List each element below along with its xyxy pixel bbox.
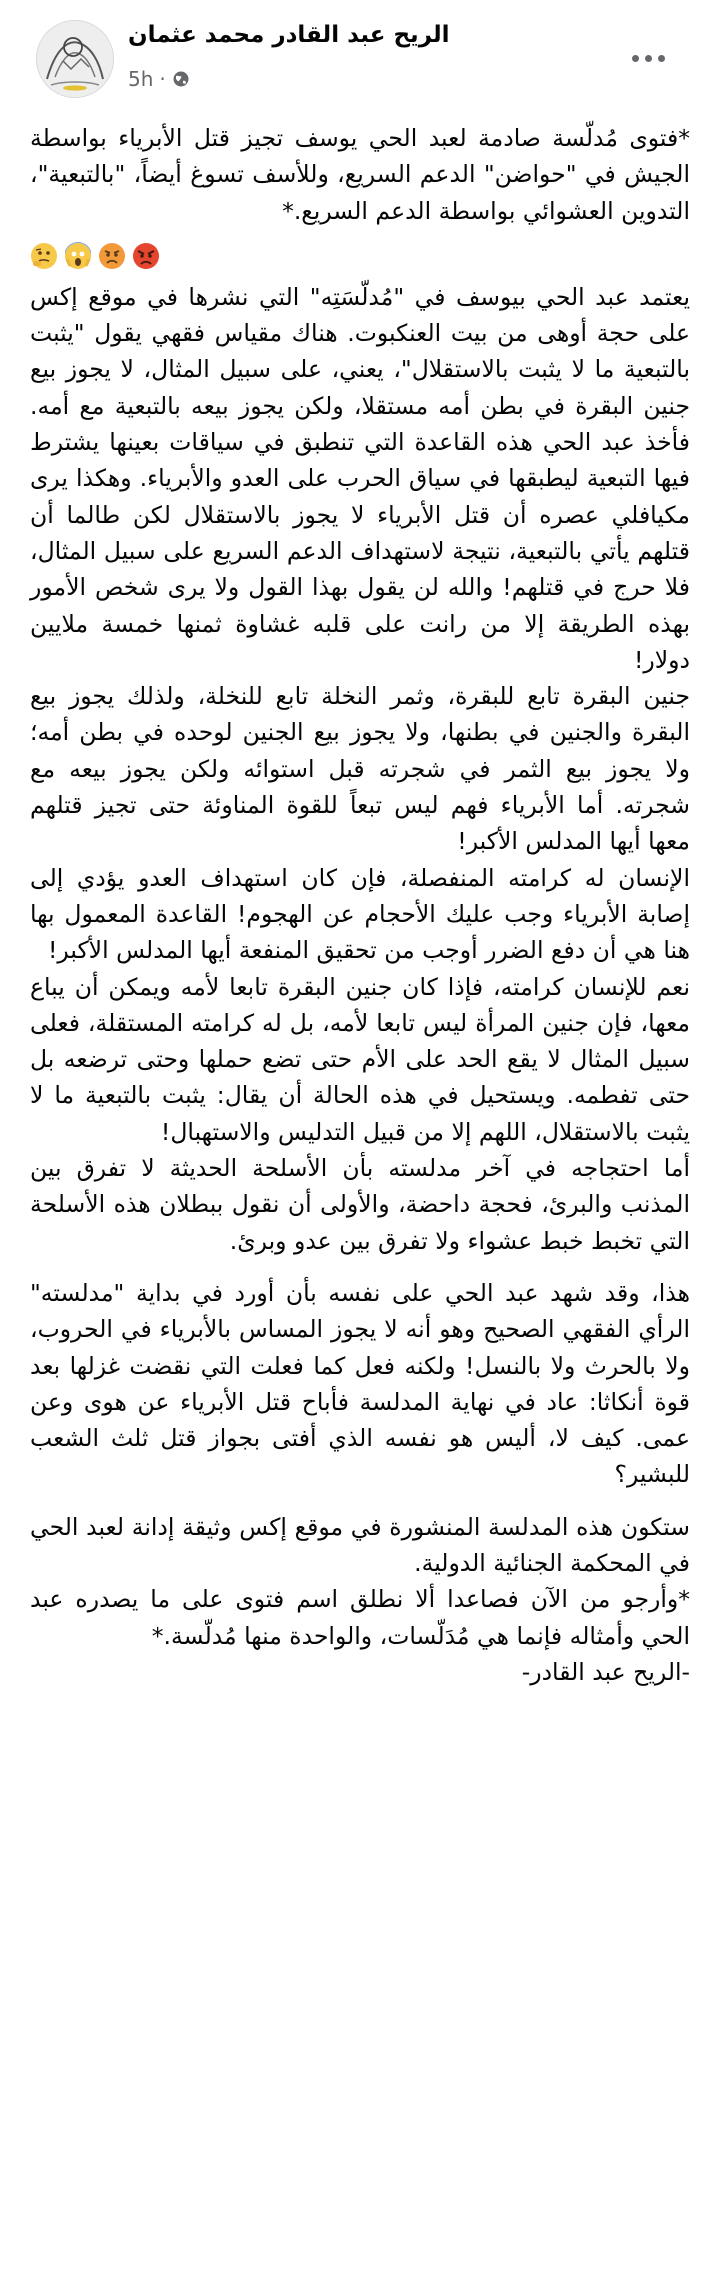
post-body — [30, 120, 690, 1690]
thinking-face-icon — [30, 242, 58, 270]
avatar-image — [37, 21, 113, 97]
reaction-emojis — [30, 235, 690, 277]
post-paragraph: الإنسان له كرامته المنفصلة، فإن كان استهداف العدو يؤدي إلى إصابة الأبرياء وجب عليك الأحجام عن الهجوم! القاعدة المعمول بها هنا هي أن دفع الضرر أوجب من تحقيق المنفعة أيها المدلس الأكبر! — [30, 863, 690, 965]
post-paragraph: أما احتجاجه في آخر مدلسته بأن الأسلحة الحديثة لا تفرق بين المذنب والبرئ، فحجة داحضة، والأولى أن نقول ببطلان هذه الأسلحة التي تخبط خبط عشواء ولا تفرق بين عدو وبرئ. — [30, 1154, 690, 1255]
post-meta — [128, 66, 190, 92]
post-time[interactable]: 5h — [128, 67, 154, 91]
author-avatar[interactable] — [36, 20, 114, 98]
paragraph-gap — [30, 1493, 690, 1509]
post-paragraph: *وأرجو من الآن فصاعدا ألا نطلق اسم فتوى على ما يصدره عبد الحي وأمثاله فإنما هي مُدَلّسات، والواحدة منها مُدلّسة.* — [30, 1585, 690, 1650]
post-headline: *فتوى مُدلّسة صادمة لعبد الحي يوسف تجيز قتل الأبرياء بواسطة الجيش في "حواضن" الدعم السريع، وللأسف تسوغ أيضاً، "بالتبعية"، التدوين العشوائي بواسطة الدعم السريع.* — [30, 124, 690, 225]
screaming-face-icon — [64, 242, 92, 270]
rage-face-icon — [132, 242, 160, 270]
more-dots-icon — [658, 55, 665, 62]
post-paragraph: نعم للإنسان كرامته، فإذا كان جنين البقرة تابعا لأمه ويمكن أن يباع معها، فإن جنين المرأة ليس تابعا لأمه، بل له كرامته المستقلة، فعلى سبيل المثال لا يقع الحد على الأم حتى تضع حملها وحتى ترضعه بل حتى تفطمه. ويستحيل في هذه الحالة أن يقال: يثبت بالتبعية ما لا يثبت بالاستقلال، اللهم إلا من قبيل التدليس والاستهبال! — [30, 972, 690, 1146]
post-paragraph: يعتمد عبد الحي بيوسف في "مُدلّسَتِه" التي نشرها في موقع إكس على حجة أوهى من بيت العنكبوت. هناك مقياس فقهي يقول "يثبت بالتبعية ما لا يثبت بالاستقلال"، يعني، على سبيل المثال، لا يجوز بيع جنين البقرة في بطن أمه مستقلا، ولكن يجوز بيعه بالتبعية مع أمه. فأخذ عبد الحي هذه القاعدة التي تنطبق في سياقات بعينها يشترط فيها التبعية ليطبقها في سياق الحرب على العدو والأبرياء. وهكذا يرى مكيافلي عصره أن قتل الأبرياء لا يجوز بالاستقلال لكن طالما أن قتلهم يأتي بالتبعية، نتيجة لاستهداف الدعم السريع على سبيل المثال، فلا حرج في قتلهم! والله لن يقول بهذا القول ولا يرى شخص الأمور بهذه الطريقة إلا من رانت على قلبه غشاوة ثمنها خمسة ملايين دولار! — [30, 282, 690, 674]
more-options-button[interactable] — [618, 38, 678, 78]
angry-face-icon — [98, 242, 126, 270]
more-dots-icon — [632, 55, 639, 62]
author-name[interactable]: الريح عبد القادر محمد عثمان — [128, 22, 450, 48]
separator-dot: · — [159, 67, 166, 91]
post-signature: -الريح عبد القادر- — [521, 1657, 690, 1686]
post-paragraph: هذا، وقد شهد عبد الحي على نفسه بأن أورد في بداية "مدلسته" الرأي الفقهي الصحيح وهو أنه لا يجوز المساس بالأبرياء في الحروب، ولا بالحرث ولا بالنسل! ولكنه فعل كما فعلت التي نقضت غزلها بعد قوة أنكاثا: عاد في نهاية المدلسة فأباح قتل الأبرياء عن هوى وعن عمى. كيف لا، أليس هو نفسه الذي أفتى بجواز قتل ثلث الشعب للبشير؟ — [30, 1278, 690, 1489]
post-paragraph: جنين البقرة تابع للبقرة، وثمر النخلة تابع للنخلة، ولذلك يجوز بيع البقرة والجنين في بطنها، ولا يجوز بيع الجنين لوحده في بطن أمه؛ ولا يجوز بيع الثمر في شجرته قبل استوائه ولكن يجوز بيعه مع شجرته. أما الأبرياء فهم ليس تبعاً للقوة المناوئة حتى تجيز قتلهم معها أيها المدلس الأكبر! — [30, 682, 690, 856]
paragraph-gap — [30, 1259, 690, 1275]
more-dots-icon — [645, 55, 652, 62]
globe-icon[interactable] — [172, 70, 190, 88]
post-header — [0, 0, 720, 110]
post-paragraph: ستكون هذه المدلسة المنشورة في موقع إكس وثيقة إدانة لعبد الحي في المحكمة الجنائية الدولية. — [30, 1512, 690, 1577]
